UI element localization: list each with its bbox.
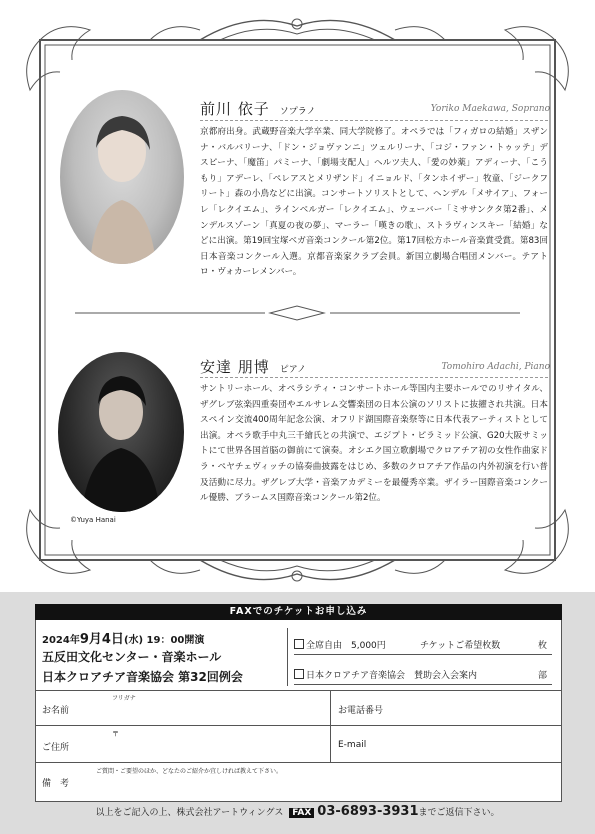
- address-field-label: ご住所: [42, 743, 70, 753]
- name-field-label: お名前: [42, 706, 70, 716]
- performer-name-row: [200, 98, 316, 119]
- date-day: 9月4日: [79, 632, 124, 647]
- performer-photo-soprano: [60, 90, 184, 264]
- email-input[interactable]: [380, 735, 555, 757]
- footer-text: 以上をご記入の上、株式会社アートウィングス: [95, 808, 284, 818]
- performer-name-roman: Tomohiro Adachi, Piano: [441, 362, 550, 372]
- postal-mark: 〒: [112, 730, 119, 738]
- form-rule: [35, 690, 562, 691]
- event-date: [42, 628, 204, 647]
- performer-bio: 京都府出身。武蔵野音楽大学卒業、同大学院修了。オペラでは「フィガロの結婚」スザンナ・バルバリーナ、「ドン・ジョヴァンニ」ツェルリーナ、「コジ・ファン・トゥッテ」デスピーナ、「魔笛」パミーナ、「劇場支配人」ヘルツ夫人、「愛の妙薬」アディーナ、「こうもり」アデーレ、「ペレアスとメリザンド」イニョルド、「タンホイザー」牧童、「ジークフリート」森の小鳥などに出演。コンサートソリストとして、ヘンデル「メサイア」、フォーレ「レクイエム」、ラインベルガー「レクイエム」、ウェーバー「ミササンクタ第2番」、メンデルスゾーン「真夏の夜の夢」、マーラー「嘆きの歌」、ストラヴィンスキー「結婚」などに出演。第19回宝塚ベガ音楽コンクール第2位。第17回松方ホール音楽賞受賞。第83回日本音楽コンクール入選。京都音楽家クラブ会員。新国立劇場合唱団メンバー。テアトロ・ヴォカーレメンバー。: [200, 127, 548, 278]
- performer-bio: サントリーホール、オペラシティ・コンサートホール等国内主要ホールでのリサイタル、ザグレブ弦楽四重奏団やエルサレム交響楽団の日本公演のソリストに抜擢され共演。日本スペイン交流400周年記念公演、オフリド湖国際音楽祭等に日本代表アーティストとして出演。オペラ歌手中丸三千繪氏との共演で、エジプト・ピラミッド公演、G20大阪サミットにて世界各国首脳の御前にて演奏。オシエク国立歌劇場でクロアチア初の女性作曲家ドラ・ペヤチェヴィッチの協奏曲披露をはじめ、多数のクロアチア作品の内外初演を行い普及活動に尽力。ザグレブ大学・音楽アカデミーを最優秀卒業。ザイラー国際音楽コンクール優勝、ブラームス国際音楽コンクール第2位。: [200, 384, 548, 504]
- footer-text-end: までご返信下さい。: [418, 808, 500, 818]
- form-divider: [287, 628, 288, 686]
- performer-role: ソプラノ: [279, 107, 316, 117]
- event-title: 日本クロアチア音楽協会 第32回例会: [42, 670, 243, 684]
- email-field-label: E-mail: [338, 740, 367, 750]
- form-divider: [330, 690, 331, 762]
- notes-label: 備 考: [42, 779, 70, 789]
- ticket-price: 全席自由 5,000円: [306, 641, 386, 651]
- form-rule: [294, 654, 552, 655]
- event-venue: 五反田文化センター・音楽ホール: [42, 650, 222, 664]
- performer-role: ピアノ: [279, 365, 307, 375]
- performer-name-roman: Yoriko Maekawa, Soprano: [430, 104, 550, 114]
- address-input[interactable]: [96, 735, 324, 757]
- divider-line: [200, 120, 548, 121]
- ticket-checkbox[interactable]: [294, 639, 304, 649]
- divider-line: [200, 377, 548, 378]
- footer-instructions: [0, 804, 595, 819]
- phone-input[interactable]: [400, 700, 555, 720]
- performer-name: 安達 朋博: [200, 358, 270, 376]
- membership-option[interactable]: [294, 668, 477, 681]
- performer-name: 前川 依子: [200, 100, 270, 118]
- date-time: (水) 19：00開演: [123, 635, 205, 646]
- notes-hint: ご質問・ご要望のほか、どなたのご紹介か宜しければ教えて下さい。: [96, 768, 283, 775]
- form-rule: [35, 725, 562, 726]
- date-year: 2024年: [42, 635, 80, 646]
- membership-label: 日本クロアチア音楽協会 賛助会入会案内: [306, 671, 478, 681]
- furigana-label: フリガナ: [112, 695, 136, 702]
- form-rule: [294, 684, 552, 685]
- ticket-count-label: チケットご希望枚数: [420, 641, 501, 651]
- ticket-unit: 枚: [538, 641, 548, 651]
- fax-badge: FAX: [289, 808, 314, 818]
- membership-unit: 部: [538, 671, 548, 681]
- ticket-option[interactable]: [294, 638, 386, 651]
- performer-name-row: [200, 356, 306, 377]
- membership-checkbox[interactable]: [294, 669, 304, 679]
- form-rule: [35, 762, 562, 763]
- name-input[interactable]: [96, 700, 324, 720]
- form-header: FAXでのチケットお申し込み: [35, 604, 562, 620]
- phone-field-label: お電話番号: [338, 706, 384, 716]
- notes-input[interactable]: [96, 775, 556, 797]
- fax-number: 03-6893-3931: [317, 804, 419, 819]
- performer-photo-pianist: [58, 352, 184, 512]
- photo-credit: ©Yuya Hanai: [70, 516, 116, 524]
